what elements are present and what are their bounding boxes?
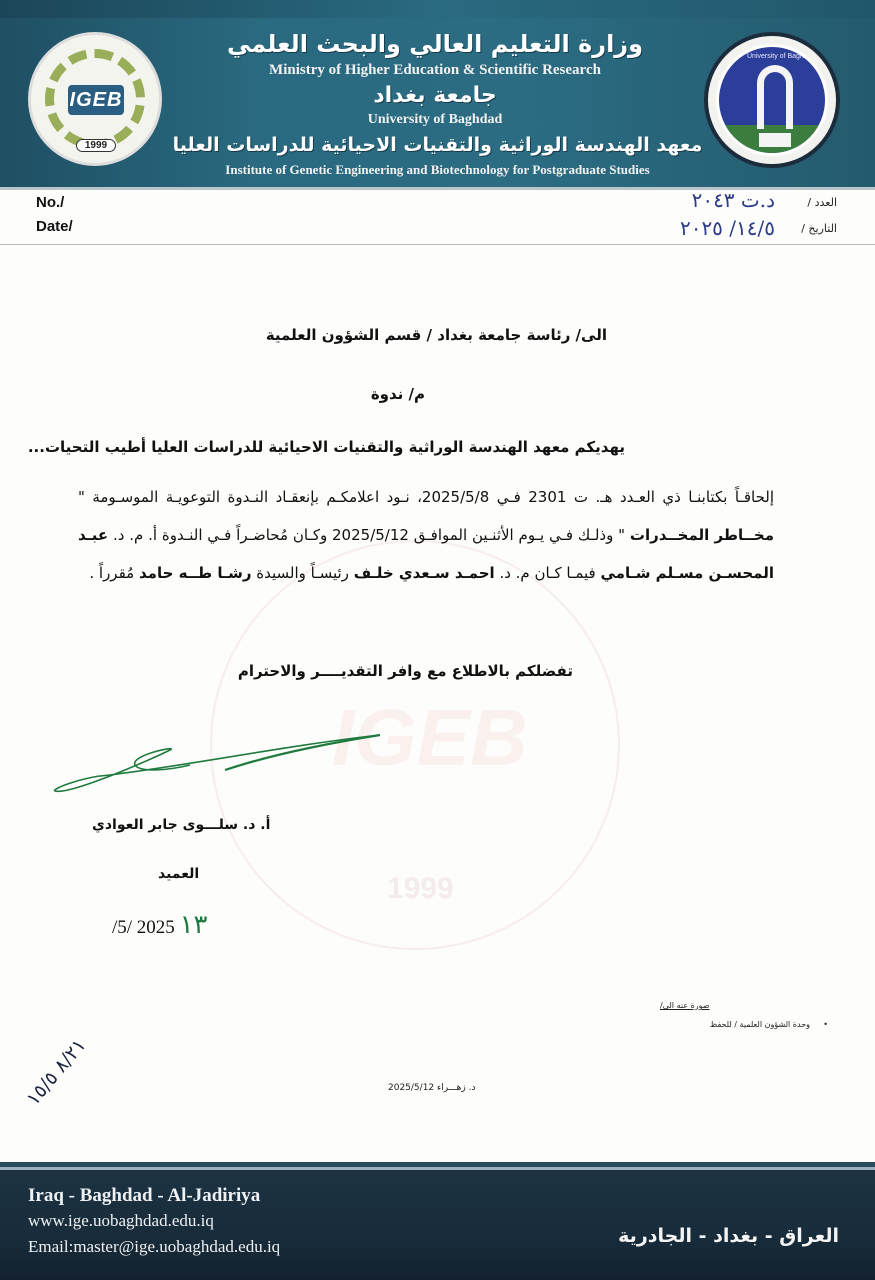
institute-logo-year: 1999 — [76, 139, 116, 152]
footer-website[interactable]: www.ige.uobaghdad.edu.iq — [28, 1211, 214, 1230]
watermark-year: 1999 — [387, 872, 454, 905]
copies-item — [610, 1020, 828, 1029]
copies-item-text: وحدة الشؤون العلمية / للحفظ — [709, 1020, 810, 1029]
banner-top-strip — [0, 0, 875, 18]
closing-line: تفضلكم بالاطلاع مع وافر التقديــــر والاحترام — [237, 662, 573, 680]
header-divider — [0, 244, 875, 245]
rapporteur-name: رشـا طــه حامد — [139, 564, 252, 582]
letterhead-footer — [0, 1162, 875, 1280]
university-seal — [716, 44, 828, 156]
reference-number-handwritten: د.ت ٢٠٤٣ — [691, 188, 775, 212]
footer-address-en: Iraq - Baghdad - Al-Jadiriya — [28, 1185, 261, 1206]
margin-note-text: ٨/٢١ ١٥/٥ — [22, 1034, 91, 1110]
watermark-monogram: IGEB — [332, 693, 528, 782]
margin-handwritten-note — [22, 1034, 91, 1110]
letter-body-paragraph — [78, 478, 774, 592]
greeting-line: يهديكم معهد الهندسة الوراثية والتقنيات الاحيائية للدراسات العليا أطيب التحيات... — [27, 438, 625, 456]
institute-title-en: Institute of Genetic Engineering and Biotechnology for Postgraduate Studies — [225, 162, 650, 177]
university-logo — [704, 32, 840, 168]
ministry-title-en: Ministry of Higher Education & Scientific Research — [269, 62, 601, 78]
no-label-ar: العدد / — [807, 196, 837, 209]
institute-logo-monogram: IGEB — [68, 85, 124, 115]
body-text-3: فيمـا كـان م. د. — [499, 564, 596, 582]
body-text-2: " وذلـك فـي يـوم الأثنـين الموافـق 2025/5/12 وكـان مُحاضـراً فـي النـدوة أ. م. د. — [112, 526, 626, 544]
university-title-en: University of Baghdad — [367, 112, 503, 127]
typist-note: د. زهـــراء 2025/5/12 — [388, 1083, 476, 1093]
body-text-5: مُقرراً . — [89, 564, 135, 582]
university-title-ar: جامعة بغداد — [373, 83, 497, 108]
date-label-ar: التاريخ / — [801, 222, 837, 235]
signature-icon — [40, 725, 390, 800]
footer-email[interactable]: Email:master@ige.uobaghdad.edu.iq — [28, 1237, 281, 1256]
recipient-line: الى/ رئاسة جامعة بغداد / قسم الشؤون العلمية — [265, 326, 607, 344]
signatory-title: العميد — [158, 866, 200, 882]
letterhead-banner — [0, 0, 875, 190]
signature-date — [112, 910, 208, 940]
body-text-4: رئيسـاً والسيدة — [256, 564, 349, 582]
no-label-en: No./ — [36, 194, 65, 211]
copies-title: صورة عنه الى/ — [660, 1001, 710, 1010]
institute-logo — [28, 32, 162, 166]
lecturer-name: عبـد المحسـن مسـلم شـامي — [78, 526, 774, 582]
subject-line: م/ ندوة — [370, 385, 425, 403]
book-icon — [759, 133, 791, 147]
bullet-icon: • — [823, 1020, 828, 1029]
arch-icon — [757, 65, 793, 129]
signature-date-day: ١٣ — [179, 910, 208, 940]
body-text-1: إلحاقـاً بكتابنـا ذي العـدد هـ. ت 2301 فـي 2025/5/8، نـود اعلامكـم بإنعقـاد النـدوة التوعويـة الموسـومة " — [78, 488, 774, 506]
university-seal-text: University of Baghdad — [747, 53, 816, 60]
chair-name: احمـد سـعدي خلـف — [353, 564, 495, 582]
institute-title-ar: معهد الهندسة الوراثية والتقنيات الاحيائية للدراسات العليا — [172, 134, 703, 156]
signatory-name: أ. د. سلـــوى جابر العوادي — [92, 817, 271, 833]
seminar-topic: مخــاطر المخــدرات — [629, 526, 774, 544]
date-label-en: Date/ — [36, 218, 73, 235]
signature-date-rest: /5/ 2025 — [112, 917, 175, 938]
ministry-title-ar: وزارة التعليم العالي والبحث العلمي — [226, 30, 644, 58]
footer-address-ar: العراق - بغداد - الجادرية — [618, 1225, 839, 1247]
reference-date-handwritten: ١٤/٥/ ٢٠٢٥ — [679, 216, 775, 240]
